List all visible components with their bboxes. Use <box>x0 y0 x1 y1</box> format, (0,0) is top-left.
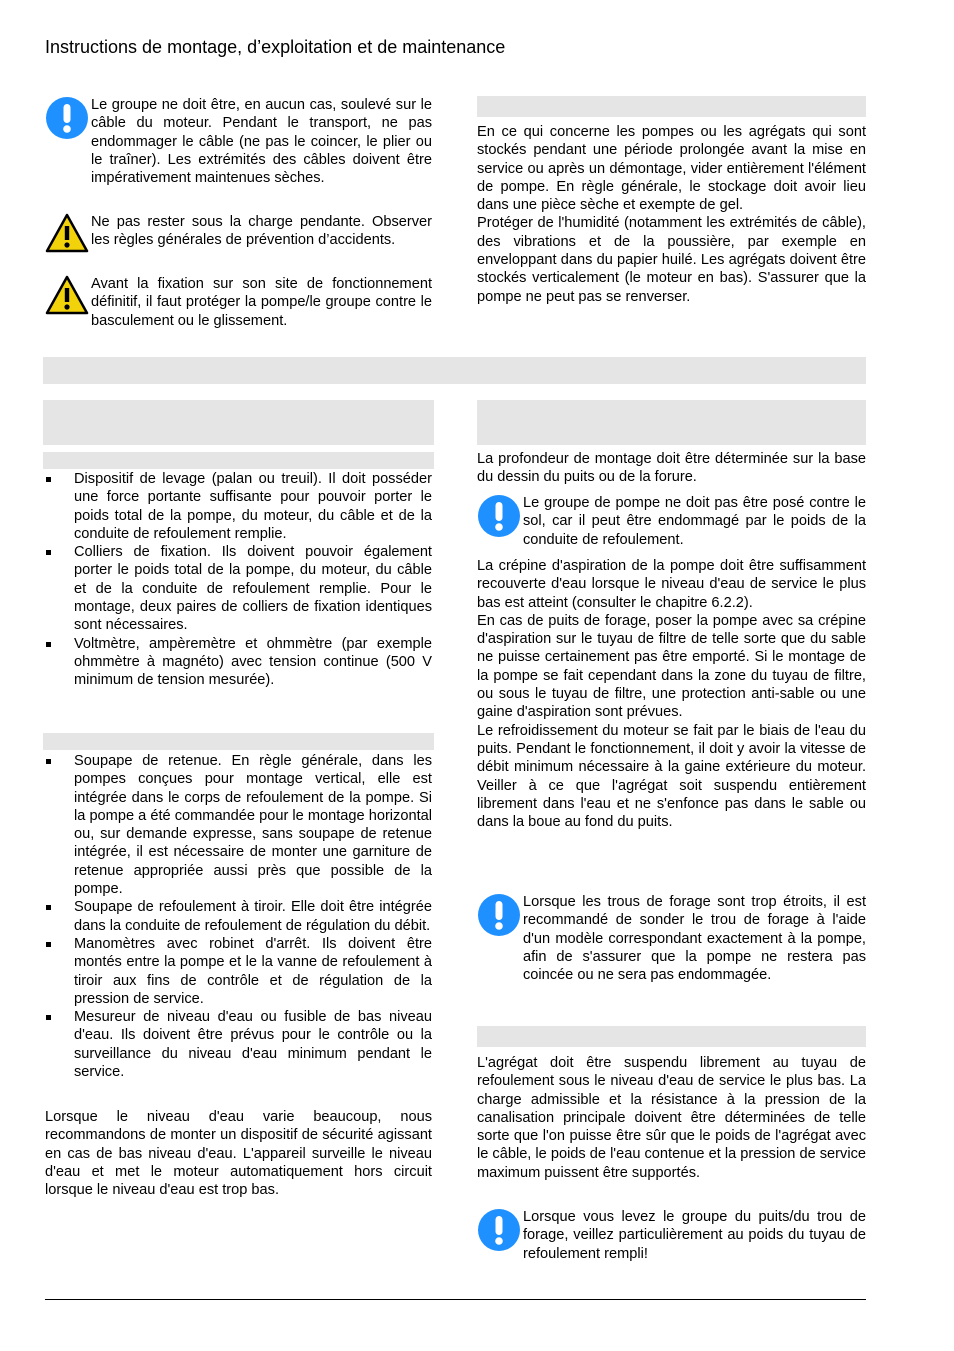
section-bar-right-subheading <box>477 400 866 445</box>
suspension-paragraph: L'agrégat doit être suspendu librement au tuyau de refoulement sous le niveau d'eau de service le plus bas. La charge admissible et la résistance à la pression de la canalisation principale doivent être déterminées de telle sorte que l'on puisse être sûr que le poids de l'agrégat avec le câble, le poids de l'eau contenue et la pression de service maximum puissent être supportés. <box>477 1055 866 1181</box>
note-text: Lorsque les trous de forage sont trop étroits, il est recommandé de sonder le trou de forage à l'aide d'un modèle correspondant exactement à la pompe, afin de s'assurer que la pompe ne restera pas coincée ou ne sera pas endommagée. <box>523 894 866 984</box>
info-note-cable <box>45 96 432 187</box>
low-water-paragraph: Lorsque le niveau d'eau varie beaucoup, nous recommandons de monter un dispositif de sécurité agissant en cas de bas niveau d'eau. L'appareil surveille le niveau d'eau et met le moteur automatiquement hors circuit lorsque le niveau d'eau est trop bas. <box>45 1109 432 1199</box>
note-text: Avant la fixation sur son site de fonctionnement définitif, il faut protéger la pompe/le groupe contre le basculement ou le glissement. <box>91 276 432 329</box>
note-text: Lorsque vous levez le groupe du puits/du trou de forage, veillez particulièrement au poids du tuyau de refoulement rempli! <box>523 1209 866 1262</box>
info-note-lifting <box>477 1208 866 1263</box>
warning-note-load <box>45 213 432 258</box>
list-item: Soupape de retenue. En règle générale, dans les pompes conçues pour montage vertical, elle est intégrée dans le corps de refoulement de la pompe. Si la pompe a été commandée pour le montage horizontal ou, sur demande expresse, sans soupape de retenue intégrée, il est nécessaire de monter une garniture de retenue appropriée aussi près que possible de la pompe. <box>45 752 432 898</box>
list-item: Soupape de refoulement à tiroir. Elle doit être intégrée dans la conduite de refoulement de régulation du débit. <box>45 898 432 935</box>
section-bar-left-subheading <box>43 400 434 445</box>
list-item: Colliers de fixation. Ils doivent pouvoir également porter le poids total de la pompe, du moteur, du câble et de la conduite de refoulement remplie. Pour le montage, deux paires de colliers de fixation identiques sont nécessaires. <box>45 543 432 634</box>
section-bar-storage <box>477 96 866 117</box>
section-bar-suspension <box>477 1026 866 1047</box>
accessories-list <box>45 752 432 1081</box>
info-exclamation-icon <box>477 893 523 942</box>
list-item: Mesureur de niveau d'eau ou fusible de bas niveau d'eau. Ils doivent être prévus pour le contrôle ou la surveillance du niveau d'eau minimum pendant le service. <box>45 1008 432 1081</box>
section-bar-tools <box>43 452 434 469</box>
section-bar-installation <box>43 357 866 384</box>
section-bar-accessories <box>43 733 434 750</box>
list-item: Manomètres avec robinet d'arrêt. Ils doivent être montés entre la pompe et le la vanne de refoulement à tiroir aux fins de contrôle et de régulation de la pression de service. <box>45 935 432 1008</box>
list-item: Voltmètre, ampèremètre et ohmmètre (par exemple ohmmètre à magnéto) avec tension continue (500 V minimum de tension mesurée). <box>45 635 432 690</box>
storage-paragraph: En ce qui concerne les pompes ou les agrégats qui sont stockés pendant une période prolongée avant la mise en service ou après un démontage, vider entièrement l'élément de pompe. En règle générale, le stockage doit avoir lieu dans une pièce sèche et exempte de gel. Protéger de l'humidité (notamment les extrémités de câble), des vibrations et de la poussière, par exemple en enveloppant dans du papier huilé. Les agrégats doivent être stockés verticalement (le moteur en bas). S'assurer que la pompe ne peut pas se renverser. <box>477 124 866 305</box>
info-note-ground <box>477 494 866 549</box>
tools-list <box>45 470 432 690</box>
note-text: Le groupe ne doit être, en aucun cas, soulevé sur le câble du moteur. Pendant le transport, ne pas endommager le câble (ne pas le coincer, le plier ou le traîner). Les extrémités des câbles doivent être impérativement maintenues sèches. <box>91 97 432 187</box>
list-item: Dispositif de levage (palan ou treuil). Il doit posséder une force portante suffisante pour pouvoir porter le poids total de la pompe, du moteur, du câble et de la conduite de refoulement remplie. <box>45 470 432 543</box>
suction-paragraph: La crépine d'aspiration de la pompe doit être suffisamment recouverte d'eau lorsque le niveau d'eau de service le plus bas est atteint (consulter le chapitre 6.2.2). En cas de puits de forage, poser la pompe avec sa crépine d'aspiration sur le tuyau de filtre de telle sorte que du sable ne puisse certainement pas être emporté. Si le montage de la pompe se fait cependant dans la zone du tuyau de filtre, ou sous le tuyau de filtre, une protection anti-sable ou une gaine d'aspiration sont prévues. Le refroidissement du moteur se fait par le biais de l'eau du puits. Pendant le fonctionnement, il doit y avoir la vitesse de débit minimum nécessaire à la gaine extérieure du moteur. Veiller à ce que l'agrégat soit suspendu entièrement librement dans l'eau et ne s'enfonce pas dans le sable ou dans la boue au fond du puits. <box>477 558 866 831</box>
footer-divider <box>45 1299 866 1300</box>
info-exclamation-icon <box>477 494 523 543</box>
warning-note-fixation <box>45 275 432 330</box>
warning-triangle-icon <box>45 213 91 258</box>
note-text: Ne pas rester sous la charge pendante. Observer les règles générales de prévention d’accidents. <box>91 214 432 249</box>
info-note-borehole <box>477 893 866 984</box>
info-exclamation-icon <box>45 96 91 145</box>
warning-triangle-icon <box>45 275 91 320</box>
info-exclamation-icon <box>477 1208 523 1257</box>
note-text: Le groupe de pompe ne doit pas être posé contre le sol, car il peut être endommagé par le poids de la conduite de refoulement. <box>523 495 866 548</box>
page-title: Instructions de montage, d’exploitation et de maintenance <box>45 37 506 57</box>
depth-paragraph: La profondeur de montage doit être déterminée sur la base du dessin du puits ou de la forure. <box>477 451 866 486</box>
